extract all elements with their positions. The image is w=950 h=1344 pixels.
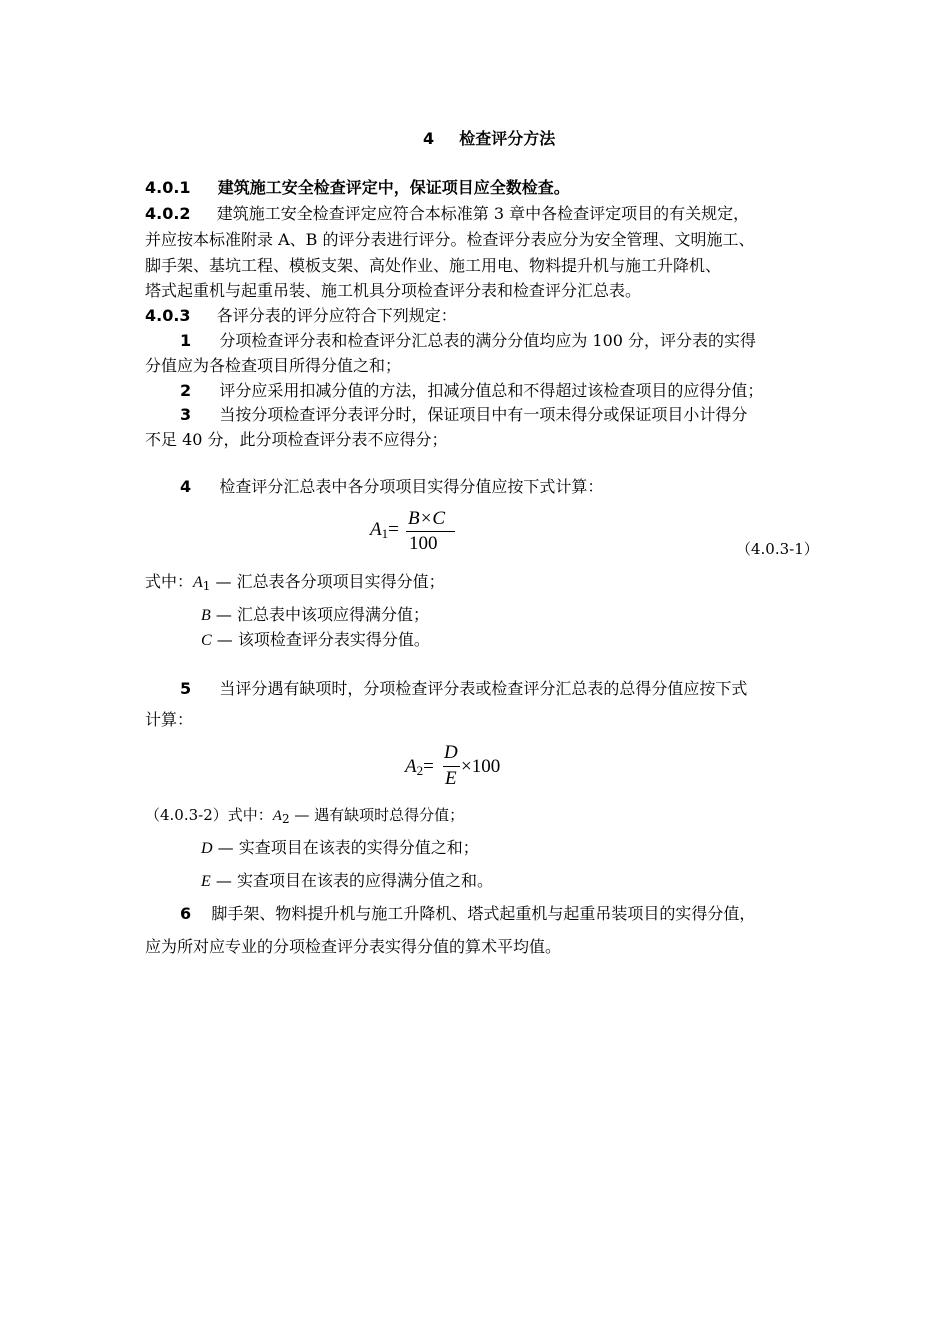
where-text: — 汇总表各分项项目实得分值； [215,572,445,591]
item-text-line: 评分应采用扣减分值的方法，扣减分值总和不得超过该检查项目的应得分值； [219,381,764,400]
item-number: 6 [180,904,192,923]
item-text-line: 分值应为各检查项目所得分值之和； [145,356,402,375]
item-number: 2 [180,381,192,400]
item-text-line: 当按分项检查评分表评分时，保证项目中有一项未得分或保证项目小计得分 [219,405,748,424]
chapter-heading [423,129,555,149]
list-item-2 [180,381,763,401]
where-text: — 汇总表中该项应得满分值； [215,605,429,624]
where-c: C — 该项检查评分表实得分值。 [201,630,430,649]
clause-text-line: 并应按本标准附录 A、B 的评分表进行评分。检查评分表应分为安全管理、文明施工、 [145,230,755,249]
where-text: — 该项检查评分表实得分值。 [216,630,430,649]
list-item-4 [180,477,603,497]
item-text-line: 检查评分汇总表中各分项项目实得分值应按下式计算： [219,477,604,496]
formula-denominator: E [445,768,457,789]
item-text-line: 计算： [145,710,194,729]
item-number: 5 [180,679,192,698]
chapter-title: 检查评分方法 [459,129,556,148]
formula-label: （4.0.3-1） [736,540,819,558]
clause-text-line: 建筑施工安全检查评定应符合本标准第 3 章中各检查评定项目的有关规定， [216,204,750,223]
formula-tail: ×100 [461,756,501,777]
item-text-line: 应为所对应专业的分项检查评分表实得分值的算术平均值。 [145,937,562,956]
where-prefix: 式中： [145,572,194,591]
item-number: 3 [180,405,192,424]
where-e: E — 实查项目在该表的应得满分值之和。 [201,871,493,890]
item-number: 1 [180,331,192,350]
list-item-6 [180,904,755,924]
item-text-line: 分项检查评分表和检查评分汇总表的满分分值均应为 100 分，评分表的实得 [219,331,757,350]
clause-text-line: 塔式起重机与起重吊装、施工机具分项检查评分表和检查评分汇总表。 [145,281,642,300]
item-text-line: 不足 40 分，此分项检查评分表不应得分； [145,430,448,449]
clause-text-line: 脚手架、基坑工程、模板支架、高处作业、施工用电、物料提升机与施工升降机、 [145,256,722,275]
clause-4-0-3 [145,306,457,326]
list-item-3 [180,405,747,425]
clause-4-0-1 [145,178,570,198]
where-a2: （4.0.3-2）式中：$A_2$ — 遇有缺项时总得分值； [145,806,465,826]
item-text-line: 当评分遇有缺项时，分项检查评分表或检查评分汇总表的总得分值应按下式 [219,679,748,698]
formula-lhs: $A_2=$ [405,756,434,778]
item-text-line: 脚手架、物料提升机与施工升降机、塔式起重机与起重吊装项目的实得分值， [211,904,756,923]
list-item-1 [180,331,756,351]
formula-numerator: D [444,742,458,763]
clause-number: 4.0.1 [145,178,191,197]
formula-label: （4.0.3-2） [145,806,228,824]
clause-number: 4.0.2 [145,204,191,223]
where-text: — 实查项目在该表的实得分值之和； [217,838,479,857]
where-text: — 实查项目在该表的应得满分值之和。 [215,871,493,890]
item-number: 4 [180,477,192,496]
list-item-5 [180,679,747,699]
clause-text: 建筑施工安全检查评定中，保证项目应全数检查。 [217,178,570,197]
formula-numerator: B×C [408,508,446,529]
where-prefix: 式中： [227,806,273,824]
clause-4-0-2 [145,204,749,224]
where-a1: 式中：$A_1$ — 汇总表各分项项目实得分值； [145,572,445,593]
formula-lhs: $A_1=$ [370,519,399,541]
where-b: B — 汇总表中该项应得满分值； [201,605,429,624]
clause-intro: 各评分表的评分应符合下列规定： [216,306,457,325]
clause-number: 4.0.3 [145,306,191,325]
where-d: D — 实查项目在该表的实得分值之和； [201,838,479,857]
where-text: — 遇有缺项时总得分值； [294,806,465,824]
chapter-number: 4 [423,129,435,148]
formula-denominator: 100 [409,533,438,554]
